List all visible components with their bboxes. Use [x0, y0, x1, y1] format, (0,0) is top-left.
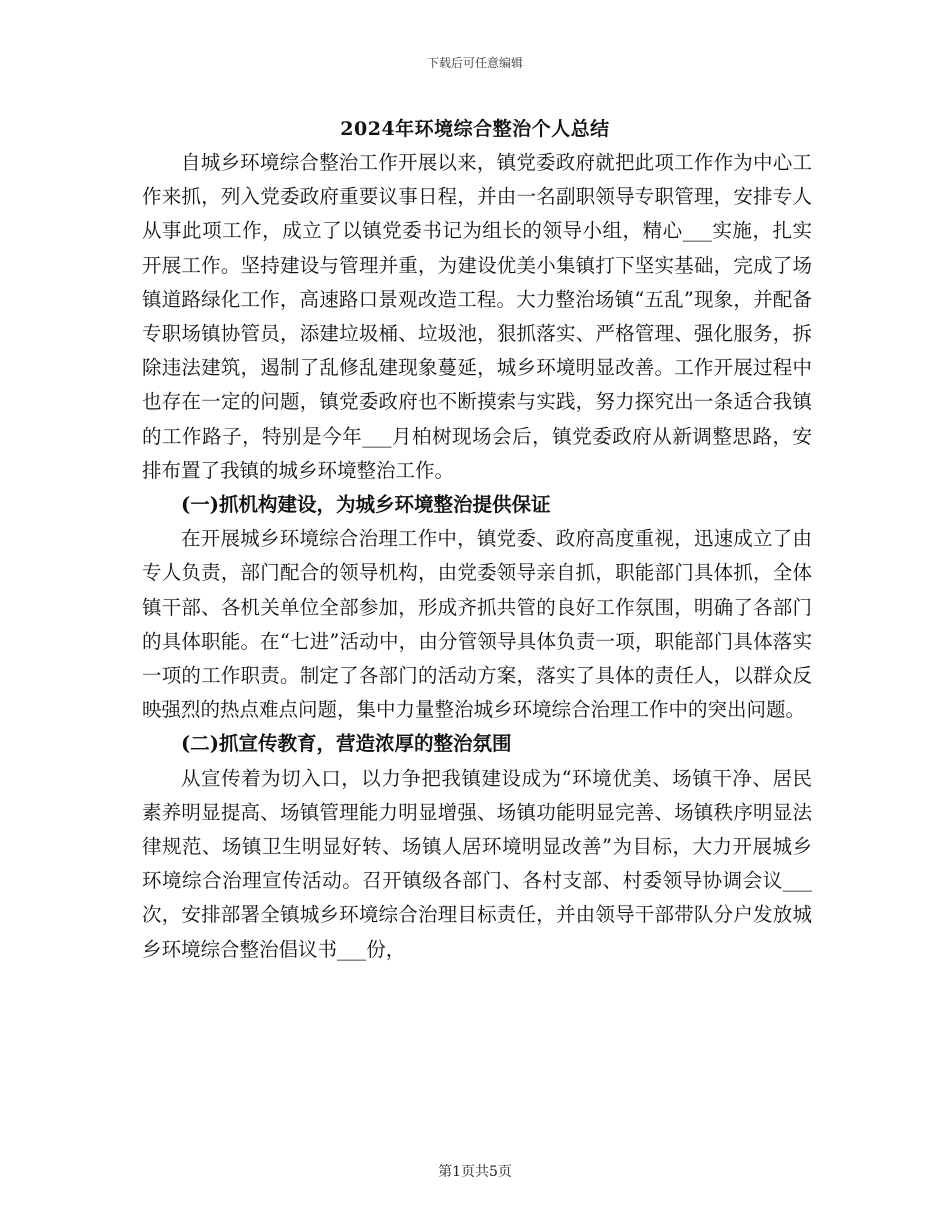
section-heading-2: (二)抓宣传教育，营造浓厚的整治氛围	[181, 732, 512, 756]
section-heading-1: (一)抓机构建设，为城乡环境整治提供保证	[181, 493, 551, 517]
page-number: 第1页共5页	[438, 1164, 512, 1180]
section-paragraph-1: 在开展城乡环境综合治理工作中，镇党委、政府高度重视，迅速成立了由专人负责，部门配合的领导机构，由党委领导亲自抓，职能部门具体抓，全体镇干部、各机关单位全部参加，形成齐抓共管的良好工作氛围，明确了各部门的具体职能。在“七进”活动中，由分管领导具体负责一项，职能部门具体落实一项的工作职责。制定了各部门的活动方案，落实了具体的责任人，以群众反映强烈的热点难点问题，集中力量整治城乡环境综合治理工作中的突出问题。	[142, 527, 812, 722]
document-title: 2024年环境综合整治个人总结	[340, 118, 610, 140]
section-paragraph-2: 从宣传着为切入口，以力争把我镇建设成为“环境优美、场镇干净、居民素养明显提高、场镇管理能力明显增强、场镇功能明显完善、场镇秩序明显法律规范、场镇卫生明显好转、场镇人居环境明显改善”为目标，大力开展城乡环境综合治理宣传活动。召开镇级各部门、各村支部、村委领导协调会议___次，安排部署全镇城乡环境综合治理目标责任，并由领导干部带队分户发放城乡环境综合整治倡议书___份，	[142, 766, 812, 961]
document-body	[142, 146, 812, 967]
intro-paragraph: 自城乡环境综合整治工作开展以来，镇党委政府就把此项工作作为中心工作来抓，列入党委政府重要议事日程，并由一名副职领导专职管理，安排专人从事此项工作，成立了以镇党委书记为组长的领导小组，精心___实施，扎实开展工作。坚持建设与管理并重，为建设优美小集镇打下坚实基础，完成了场镇道路绿化工作，高速路口景观改造工程。大力整治场镇“五乱”现象，并配备专职场镇协管员，添建垃圾桶、垃圾池，狠抓落实、严格管理、强化服务，拆除违法建筑，遏制了乱修乱建现象蔓延，城乡环境明显改善。工作开展过程中也存在一定的问题，镇党委政府也不断摸索与实践，努力探究出一条适合我镇的工作路子，特别是今年___月柏树现场会后，镇党委政府从新调整思路，安排布置了我镇的城乡环境整治工作。	[142, 151, 812, 482]
header-note: 下载后可任意编辑	[426, 56, 523, 70]
